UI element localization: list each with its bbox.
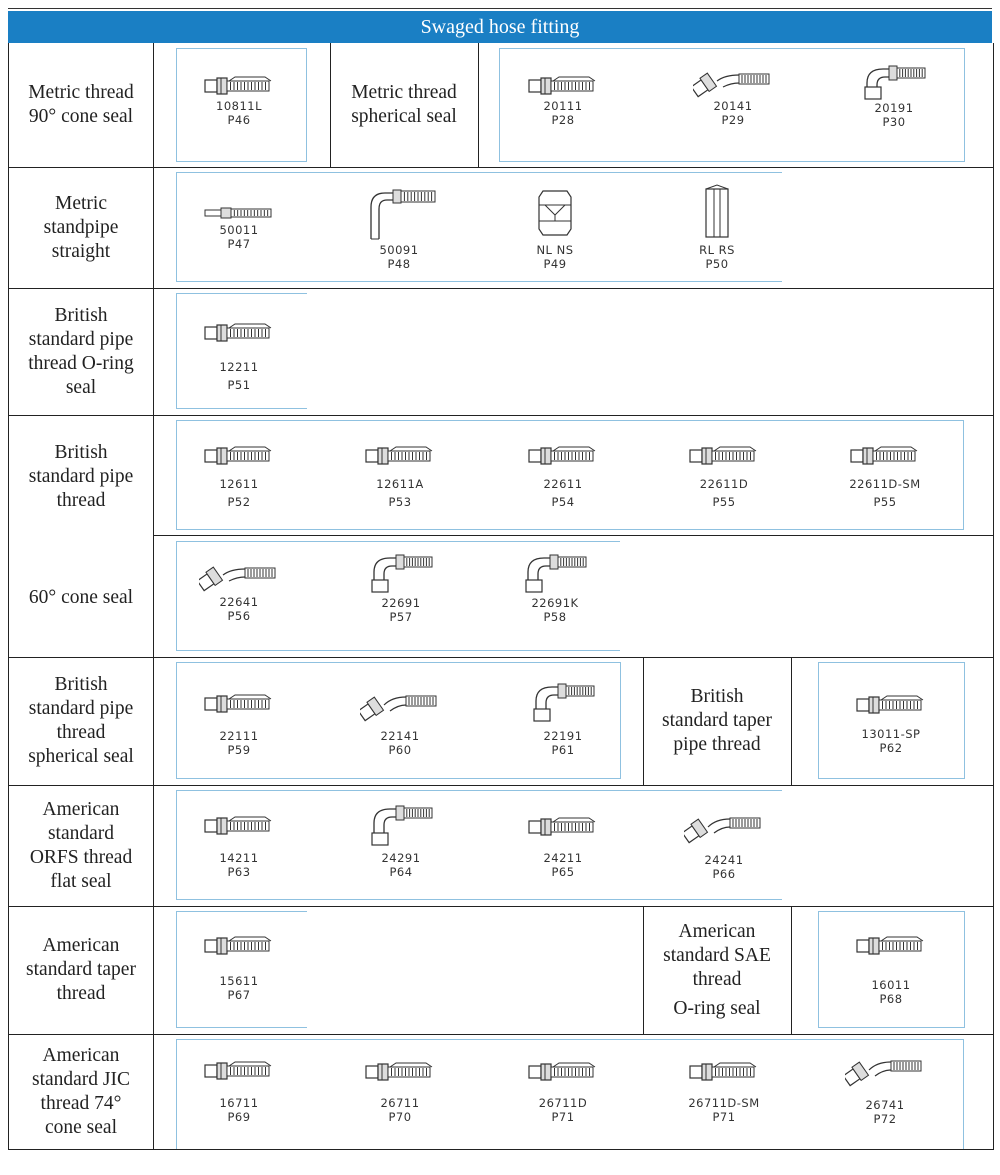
straight-fitting-icon bbox=[527, 73, 599, 99]
standpipe-elbow-icon bbox=[359, 183, 439, 243]
part-code: 20141 bbox=[713, 99, 753, 113]
cell-divider bbox=[791, 906, 792, 1034]
part-code: 15611 bbox=[219, 974, 259, 988]
fitting-item[interactable] bbox=[647, 183, 787, 271]
fitting-item[interactable] bbox=[815, 1052, 955, 1126]
part-code: 22691 bbox=[381, 596, 421, 610]
page-ref: P29 bbox=[721, 113, 745, 127]
fitting-item[interactable] bbox=[654, 443, 794, 509]
fitting-item[interactable] bbox=[654, 1058, 794, 1124]
fitting-item[interactable] bbox=[815, 443, 955, 509]
straight-fitting-icon bbox=[855, 691, 927, 719]
page-ref: P68 bbox=[879, 992, 903, 1006]
page-ref: P47 bbox=[227, 237, 251, 251]
table-row bbox=[8, 415, 994, 658]
page-ref: P50 bbox=[705, 257, 729, 271]
top-rule bbox=[8, 8, 992, 9]
part-code: 22611D-SM bbox=[849, 477, 921, 491]
45-degree-elbow-icon bbox=[693, 65, 773, 99]
fitting-item[interactable] bbox=[331, 803, 471, 879]
hex-nut-icon bbox=[537, 183, 573, 243]
90-degree-elbow-icon bbox=[859, 63, 929, 101]
90-degree-elbow-icon bbox=[520, 552, 590, 594]
fitting-item[interactable] bbox=[824, 63, 964, 129]
page-ref: P61 bbox=[551, 743, 575, 757]
straight-fitting-icon bbox=[688, 1058, 760, 1086]
fitting-item[interactable] bbox=[169, 203, 309, 251]
fitting-item[interactable] bbox=[493, 73, 633, 127]
straight-fitting-icon bbox=[855, 932, 927, 960]
table-row bbox=[8, 43, 994, 168]
part-code: 50011 bbox=[219, 223, 259, 237]
90-degree-elbow-icon bbox=[366, 803, 436, 847]
row-label-cell bbox=[9, 906, 154, 1034]
part-code: 26711D-SM bbox=[688, 1096, 760, 1110]
straight-fitting-icon bbox=[203, 320, 275, 346]
sub-row-divider bbox=[154, 535, 993, 536]
page-ref: P51 bbox=[227, 378, 251, 392]
part-code: 16711 bbox=[219, 1096, 259, 1110]
straight-fitting-icon bbox=[527, 1058, 599, 1086]
part-code: 24211 bbox=[543, 851, 583, 865]
row-label-cell bbox=[9, 785, 154, 906]
part-code: RL RS bbox=[699, 243, 735, 257]
fitting-item[interactable] bbox=[169, 932, 309, 1002]
straight-fitting-icon bbox=[364, 443, 436, 469]
straight-fitting-icon bbox=[203, 443, 275, 469]
part-code: 13011-SP bbox=[861, 727, 921, 741]
fitting-item[interactable] bbox=[821, 932, 961, 1006]
straight-fitting-icon bbox=[527, 813, 599, 841]
page-ref: P55 bbox=[873, 495, 897, 509]
90-degree-elbow-icon bbox=[366, 552, 436, 594]
page-ref: P57 bbox=[389, 610, 413, 624]
row-label: 60° cone seal bbox=[28, 587, 134, 608]
page-ref: P60 bbox=[388, 743, 412, 757]
fitting-item[interactable] bbox=[169, 687, 309, 757]
page-ref: P66 bbox=[712, 867, 736, 881]
fitting-item[interactable] bbox=[169, 443, 309, 509]
row-label: Metric standpipe straight bbox=[43, 192, 119, 262]
page-ref: P69 bbox=[227, 1110, 251, 1124]
straight-fitting-icon bbox=[203, 1058, 275, 1084]
45-degree-elbow-icon bbox=[684, 809, 764, 845]
fitting-item[interactable] bbox=[485, 552, 625, 624]
page-ref: P48 bbox=[387, 257, 411, 271]
row-label-cell bbox=[9, 288, 154, 415]
page-ref: P70 bbox=[388, 1110, 412, 1124]
inline-label: British standard taper pipe thread bbox=[662, 686, 772, 755]
page-ref: P54 bbox=[551, 495, 575, 509]
table-row bbox=[8, 288, 994, 416]
part-code: 22691K bbox=[531, 596, 579, 610]
straight-fitting-icon bbox=[203, 809, 275, 843]
45-degree-elbow-icon bbox=[845, 1052, 925, 1088]
row-label: British standard pipe thread bbox=[28, 442, 134, 511]
sleeve-icon bbox=[702, 183, 732, 243]
page-ref: P62 bbox=[879, 741, 903, 755]
page-ref: P58 bbox=[543, 610, 567, 624]
part-code: 26741 bbox=[865, 1098, 905, 1112]
cell-divider bbox=[478, 43, 479, 167]
page-ref: P72 bbox=[873, 1112, 897, 1126]
fitting-item[interactable] bbox=[330, 443, 470, 509]
fitting-item[interactable] bbox=[493, 813, 633, 879]
table-row bbox=[8, 785, 994, 907]
part-code: 20191 bbox=[874, 101, 914, 115]
part-code: 24291 bbox=[381, 851, 421, 865]
page-ref: P56 bbox=[227, 609, 251, 623]
straight-fitting-icon bbox=[688, 443, 760, 469]
table-row bbox=[8, 657, 994, 786]
straight-fitting-icon bbox=[849, 443, 921, 469]
part-code: NL NS bbox=[536, 243, 574, 257]
page-ref: P53 bbox=[388, 495, 412, 509]
page-ref: P65 bbox=[551, 865, 575, 879]
inline-label: O-ring seal bbox=[673, 998, 761, 1019]
page-ref: P67 bbox=[227, 988, 251, 1002]
straight-fitting-icon bbox=[203, 73, 275, 99]
fitting-item[interactable] bbox=[663, 65, 803, 127]
row-label: American standard taper thread bbox=[26, 935, 136, 1004]
straight-fitting-icon bbox=[203, 687, 275, 721]
page-ref: P49 bbox=[543, 257, 567, 271]
part-code: 12211 bbox=[219, 360, 259, 374]
part-code: 50091 bbox=[379, 243, 419, 257]
page-ref: P71 bbox=[551, 1110, 575, 1124]
cell-divider bbox=[791, 657, 792, 785]
part-code: 12611 bbox=[219, 477, 259, 491]
fitting-item[interactable] bbox=[169, 320, 309, 392]
row-label-cell bbox=[9, 1034, 154, 1149]
fitting-item[interactable] bbox=[330, 1058, 470, 1124]
page-ref: P46 bbox=[227, 113, 251, 127]
row-label: American standard JIC thread 74° cone seal bbox=[31, 1044, 131, 1138]
page-ref: P55 bbox=[712, 495, 736, 509]
page-ref: P30 bbox=[882, 115, 906, 129]
part-code: 22641 bbox=[219, 595, 259, 609]
part-code: 22611D bbox=[699, 477, 749, 491]
row-label-cell bbox=[9, 43, 154, 167]
row-label: British standard pipe thread spherical seal bbox=[28, 674, 134, 767]
table-title: Swaged hose fitting bbox=[8, 11, 992, 43]
standpipe-icon bbox=[203, 203, 275, 223]
straight-fitting-icon bbox=[527, 443, 599, 469]
fitting-item[interactable] bbox=[169, 559, 309, 623]
part-code: 26711D bbox=[538, 1096, 588, 1110]
part-code: 26711 bbox=[380, 1096, 420, 1110]
fitting-item[interactable] bbox=[330, 687, 470, 757]
part-code: 22111 bbox=[219, 729, 259, 743]
page-ref: P64 bbox=[389, 865, 413, 879]
fitting-item[interactable] bbox=[169, 1058, 309, 1124]
inline-label: Metric thread spherical seal bbox=[351, 82, 457, 127]
fitting-item[interactable] bbox=[493, 1058, 633, 1124]
45-degree-elbow-icon bbox=[360, 687, 440, 723]
table-row bbox=[8, 167, 994, 289]
straight-fitting-icon bbox=[364, 1058, 436, 1086]
row-label-cell bbox=[9, 415, 154, 657]
fitting-item[interactable] bbox=[485, 183, 625, 271]
page-ref: P59 bbox=[227, 743, 251, 757]
part-code: 10811L bbox=[216, 99, 262, 113]
part-code: 14211 bbox=[219, 851, 259, 865]
part-code: 22611 bbox=[543, 477, 583, 491]
straight-fitting-icon bbox=[203, 932, 275, 960]
part-code: 22141 bbox=[380, 729, 420, 743]
fitting-item[interactable] bbox=[169, 809, 309, 879]
page-ref: P28 bbox=[551, 113, 575, 127]
table-row bbox=[8, 1034, 994, 1150]
row-label-cell bbox=[9, 167, 154, 288]
fitting-item[interactable] bbox=[329, 183, 469, 271]
page-ref: P71 bbox=[712, 1110, 736, 1124]
fitting-item[interactable] bbox=[654, 809, 794, 881]
part-code: 20111 bbox=[543, 99, 583, 113]
part-code: 24241 bbox=[704, 853, 744, 867]
fitting-item[interactable] bbox=[493, 443, 633, 509]
table-row bbox=[8, 906, 994, 1035]
row-label: American standard ORFS thread flat seal bbox=[29, 798, 133, 892]
row-label: British standard pipe thread O-ring seal bbox=[28, 304, 134, 398]
row-label: Metric thread 90° cone seal bbox=[28, 82, 134, 127]
fitting-item[interactable] bbox=[493, 681, 633, 757]
fitting-item[interactable] bbox=[169, 73, 309, 127]
fitting-item[interactable] bbox=[331, 552, 471, 624]
90-degree-elbow-icon bbox=[528, 681, 598, 723]
part-code: 16011 bbox=[871, 978, 911, 992]
45-degree-elbow-icon bbox=[199, 559, 279, 593]
fitting-item[interactable] bbox=[821, 691, 961, 755]
row-label-cell bbox=[9, 657, 154, 785]
page-ref: P52 bbox=[227, 495, 251, 509]
inline-label: American standard SAE thread bbox=[663, 921, 771, 990]
page-ref: P63 bbox=[227, 865, 251, 879]
part-code: 22191 bbox=[543, 729, 583, 743]
part-code: 12611A bbox=[376, 477, 424, 491]
